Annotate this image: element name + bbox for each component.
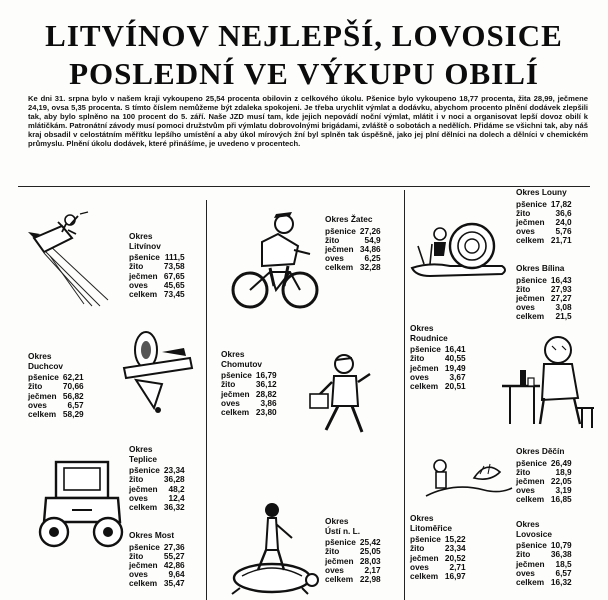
crop-label: žito (410, 353, 425, 364)
crop-value: 6,25 (364, 253, 381, 264)
crop-label: žito (516, 549, 531, 560)
crop-value: 3,08 (555, 302, 572, 313)
district-name: Okres Litvínov (129, 231, 161, 251)
crop-label: pšenice (516, 274, 547, 285)
district-table (221, 371, 277, 417)
table-row (410, 382, 466, 391)
district-table (516, 459, 572, 505)
district-table (516, 200, 572, 246)
crop-value: 36,32 (163, 502, 185, 512)
crop-value: 22,98 (359, 574, 381, 584)
district-name: Okres Lovosice (516, 519, 552, 539)
crop-value: 16,43 (550, 274, 572, 285)
rocket-rider-illustration (22, 208, 122, 308)
crop-label: žito (129, 261, 144, 272)
crop-value: 27,26 (359, 225, 381, 236)
crop-label: oves (129, 279, 148, 290)
district-name: Okres Most (129, 530, 175, 540)
crop-value: 18,5 (555, 558, 572, 569)
table-row (129, 290, 185, 299)
crop-value: 5,76 (555, 226, 572, 237)
crop-label: žito (129, 474, 144, 485)
crop-value: 16,41 (444, 344, 466, 355)
district-decin (516, 447, 572, 505)
district-table (410, 345, 466, 391)
crop-label: žito (221, 379, 236, 390)
bicycle-rider-illustration (228, 206, 324, 316)
crop-label: celkem (28, 409, 57, 419)
table-row (325, 263, 381, 272)
district-name: Okres Litoměřice (410, 513, 452, 533)
crop-label: oves (325, 564, 344, 575)
table-row (325, 575, 381, 584)
district-litomerice (410, 514, 466, 581)
crop-label: pšenice (129, 252, 160, 263)
district-table (129, 253, 185, 299)
crop-label: oves (410, 371, 429, 382)
district-teplice (129, 445, 185, 512)
district-name: Okres Chomutov (221, 349, 263, 369)
crop-value: 15,22 (444, 534, 466, 545)
crop-value: 3,86 (260, 397, 277, 408)
district-chomutov (221, 350, 277, 417)
crop-label: pšenice (325, 225, 356, 236)
crop-value: 23,34 (163, 465, 185, 476)
crop-label: pšenice (129, 541, 160, 552)
crop-value: 19,49 (444, 362, 466, 373)
crop-label: oves (516, 302, 535, 313)
crop-value: 18,9 (555, 466, 572, 477)
crop-value: 36,38 (550, 549, 572, 560)
crop-label: pšenice (410, 534, 441, 545)
district-zatec (325, 215, 381, 273)
crop-label: pšenice (410, 344, 441, 355)
table-row (129, 503, 185, 512)
district-lovosice (516, 520, 572, 587)
crop-value: 16,85 (550, 494, 572, 505)
crop-value: 73,45 (163, 289, 185, 299)
district-name: Okres Děčín (516, 446, 565, 456)
table-row (516, 236, 572, 245)
crop-label: žito (516, 207, 531, 218)
crop-label: pšenice (516, 540, 547, 551)
crop-label: žito (28, 381, 43, 392)
district-name: Okres Duchcov (28, 351, 64, 371)
crop-value: 35,47 (163, 578, 185, 589)
crop-value: 3,67 (449, 371, 466, 382)
crop-value: 54,9 (364, 234, 381, 245)
crop-value: 48,2 (168, 483, 185, 494)
turtle-rider-illustration (218, 498, 322, 598)
district-table (410, 535, 466, 581)
crop-label: celkem (516, 235, 545, 246)
tractor-illustration (32, 456, 128, 552)
crop-label: celkem (516, 494, 545, 505)
crop-label: ječmen (410, 552, 439, 563)
crop-label: žito (410, 543, 425, 554)
crop-value: 20,51 (444, 381, 466, 391)
district-roudnice (410, 324, 466, 391)
crop-value: 17,82 (550, 198, 572, 209)
column-rule-1 (206, 200, 207, 600)
crop-value: 22,05 (550, 476, 572, 486)
district-name: Okres Louny (516, 187, 567, 197)
crop-value: 56,82 (62, 390, 84, 401)
crop-label: celkem (325, 262, 354, 273)
crop-label: žito (325, 546, 340, 557)
crop-label: oves (129, 569, 148, 580)
crop-label: žito (516, 283, 531, 294)
crop-value: 10,79 (550, 540, 572, 551)
crop-value: 24,0 (555, 217, 572, 227)
crop-label: žito (325, 234, 340, 245)
crop-value: 6,57 (555, 567, 572, 578)
crop-label: pšenice (129, 465, 160, 476)
crop-value: 9,64 (168, 569, 185, 580)
district-louny (516, 188, 572, 246)
crop-value: 21,5 (555, 311, 572, 322)
crop-label: ječmen (129, 560, 158, 570)
crop-label: celkem (325, 574, 354, 584)
crop-label: pšenice (516, 457, 547, 468)
crop-value: 40,55 (444, 353, 466, 364)
headline-line-2: POSLEDNÍ VE VÝKUPU OBILÍ (69, 56, 539, 91)
crop-label: pšenice (28, 372, 59, 383)
district-table (516, 276, 572, 322)
crop-value: 26,49 (550, 457, 572, 468)
district-table (28, 373, 84, 419)
district-name: Okres Bílina (516, 263, 565, 273)
table-row (221, 408, 277, 417)
crop-value: 21,71 (550, 235, 572, 246)
crop-value: 36,28 (163, 474, 185, 485)
column-rule-2 (404, 190, 405, 600)
crop-value: 25,42 (359, 537, 381, 548)
running-boy-illustration (300, 352, 380, 442)
table-row (129, 579, 185, 588)
man-at-table-illustration (500, 328, 596, 432)
district-most (129, 531, 185, 589)
crop-value: 111,5 (164, 252, 185, 263)
district-bilina (516, 264, 572, 322)
crop-label: celkem (516, 311, 545, 322)
crop-label: oves (516, 226, 535, 237)
crop-value: 3,19 (555, 485, 572, 496)
crop-label: ječmen (28, 390, 57, 401)
crop-label: ječmen (325, 244, 354, 254)
crop-value: 16,79 (255, 370, 277, 381)
crop-label: ječmen (516, 293, 545, 303)
district-litvinov (129, 232, 185, 299)
district-duchcov (28, 352, 84, 419)
crop-value: 58,29 (62, 409, 84, 419)
crop-value: 6,57 (67, 399, 84, 410)
field-worker-illustration (424, 452, 514, 502)
crop-value: 55,27 (163, 550, 185, 561)
crop-value: 62,21 (62, 372, 84, 383)
district-name: Okres Teplice (129, 444, 157, 464)
crop-label: ječmen (410, 362, 439, 373)
rule-top (18, 186, 590, 187)
crop-label: pšenice (221, 370, 252, 381)
table-row (410, 572, 466, 581)
table-row (516, 312, 572, 321)
crop-value: 32,28 (359, 262, 381, 273)
district-usti (325, 517, 381, 584)
district-table (325, 227, 381, 273)
crop-label: pšenice (516, 198, 547, 209)
snail-illustration (410, 206, 510, 286)
crop-label: ječmen (516, 558, 545, 569)
crop-value: 2,17 (364, 564, 381, 575)
toy-plane-illustration (114, 322, 200, 418)
crop-label: celkem (129, 502, 158, 512)
district-table (325, 538, 381, 584)
crop-value: 36,12 (255, 379, 277, 390)
table-row (516, 495, 572, 504)
crop-label: pšenice (325, 537, 356, 548)
crop-value: 45,65 (163, 279, 185, 290)
crop-label: celkem (129, 289, 158, 299)
crop-value: 27,93 (550, 283, 572, 294)
district-name: Okres Roudnice (410, 323, 448, 343)
crop-label: ječmen (129, 483, 158, 494)
crop-label: oves (516, 567, 535, 578)
crop-value: 36,6 (555, 207, 572, 218)
crop-value: 27,27 (550, 293, 572, 303)
crop-label: ječmen (221, 388, 250, 399)
crop-label: celkem (129, 578, 158, 589)
crop-value: 2,71 (449, 561, 466, 572)
crop-label: ječmen (129, 270, 158, 281)
headline-line-1: LITVÍNOV NEJLEPŠÍ, LOVOSICE (45, 18, 563, 53)
crop-label: ječmen (516, 476, 545, 486)
crop-label: oves (325, 253, 344, 264)
crop-label: oves (410, 561, 429, 572)
crop-value: 16,32 (550, 577, 572, 587)
crop-value: 27,36 (163, 541, 185, 552)
crop-label: celkem (221, 407, 250, 417)
crop-value: 67,65 (163, 270, 185, 281)
crop-value: 34,86 (359, 244, 381, 254)
district-name: Okres Žatec (325, 214, 373, 224)
crop-value: 20,52 (444, 552, 466, 563)
crop-label: oves (129, 492, 148, 503)
crop-label: celkem (410, 571, 439, 581)
crop-label: oves (28, 399, 47, 410)
crop-label: ječmen (325, 555, 354, 566)
table-row (28, 410, 84, 419)
crop-value: 73,58 (163, 261, 185, 272)
crop-value: 25,05 (359, 546, 381, 557)
crop-value: 70,66 (62, 381, 84, 392)
district-table (129, 543, 185, 589)
crop-value: 28,82 (255, 388, 277, 399)
district-table (516, 541, 572, 587)
crop-label: celkem (410, 381, 439, 391)
lead-paragraph: Ke dni 31. srpna bylo v našem kraji vykoupeno 25,54 procenta obilovin z celkového úkolu. Pšenice bylo vykoupeno 18,77 procenta, žita 28,99, ječmene 24,19, ovsa 5,35 procenta. S tímto číslem nemůžeme být zdaleka spokojeni. Je třeba urychlit výmlat a dodávku, abychom procento plnění dodávek zlepšili tak, aby bylo splněno na 100 procent do 5. září. Naše JZD musí tam, kde jejich nepovádí noční výmlat, mlátit i v noci a organisovat lepší dovoz obilí k mlátičkám. Patronátní závody musí pomoci družstvům při výmlatu dobrovolnými brigádami, zvláště o sobotách a nedělích. Přidáme se všichni tak, aby náš kraj obsadil v celostátním měřítku lepšího umístění a aby úkol mírových žní byl splněn tak úspěšně, jako jej plní dělníci na dolech a dělníci v chemickém průmyslu. Plnění úkolu dodávek, které přinášíme, je uvedeno v procentech. (28, 94, 588, 148)
crop-label: žito (129, 550, 144, 561)
crop-value: 23,80 (255, 407, 277, 417)
crop-label: oves (221, 397, 240, 408)
district-table (129, 466, 185, 512)
crop-value: 28,03 (359, 555, 381, 566)
district-name: Okres Ústí n. L. (325, 516, 361, 536)
crop-label: žito (516, 466, 531, 477)
crop-value: 12,4 (168, 492, 185, 503)
crop-label: oves (516, 485, 535, 496)
crop-label: ječmen (516, 217, 545, 227)
crop-label: celkem (516, 577, 545, 587)
crop-value: 16,97 (444, 571, 466, 581)
crop-value: 23,34 (444, 543, 466, 554)
crop-value: 42,86 (163, 560, 185, 570)
table-row (516, 578, 572, 587)
